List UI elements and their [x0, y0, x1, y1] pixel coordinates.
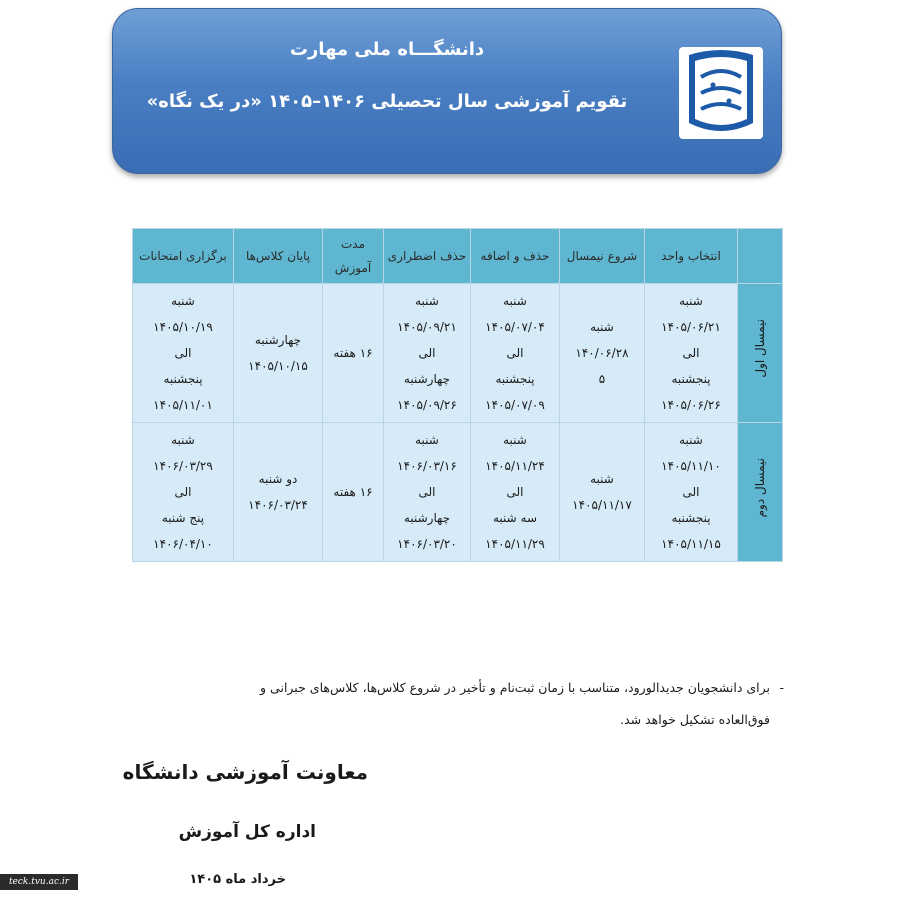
cell-text: ۱۴۰۵/۰۶/۲۶	[661, 398, 721, 412]
table-cell	[645, 423, 738, 562]
table-cell	[133, 284, 234, 423]
cell-text: شنبه	[590, 472, 614, 486]
header-banner	[112, 8, 782, 174]
table-cell	[234, 284, 323, 423]
note-paragraph	[130, 672, 784, 736]
cell-text: ۱۴۰۵/۱۰/۱۵	[248, 359, 308, 373]
semester-label: نیمسال دوم	[738, 423, 783, 562]
column-header: شروع نیمسال	[560, 229, 645, 284]
table-cell	[471, 284, 560, 423]
cell-text: ۱۴۰/۰۶/۲۸	[575, 346, 629, 360]
table-row	[133, 284, 783, 423]
cell-text: ۱۴۰۵/۰۷/۰۴	[485, 320, 545, 334]
cell-text: شنبه	[171, 294, 195, 308]
column-header: حذف و اضافه	[471, 229, 560, 284]
cell-text: پنجشنبه	[671, 511, 711, 525]
cell-text: الی	[682, 346, 700, 360]
cell-text: پنجشنبه	[495, 372, 535, 386]
cell-text: ۱۴۰۶/۰۳/۲۹	[153, 459, 213, 473]
cell-text: پنجشنبه	[671, 372, 711, 386]
cell-text: ۱۴۰۵/۱۱/۱۵	[661, 537, 721, 551]
logo-emblem-icon	[679, 47, 763, 139]
table-cell	[323, 284, 384, 423]
cell-text: ۱۴۰۵/۱۰/۱۹	[153, 320, 213, 334]
table-cell	[560, 284, 645, 423]
cell-text: پنج شنبه	[161, 511, 205, 525]
cell-text: ۱۴۰۵/۱۱/۱۷	[572, 498, 632, 512]
column-header: پایان کلاس‌ها	[234, 229, 323, 284]
cell-text: الی	[174, 485, 192, 499]
calendar-title: تقویم آموزشی سال تحصیلی ۱۴۰۶–۱۴۰۵ «در یک نگاه»	[146, 91, 628, 112]
signature-office: معاونت آموزشی دانشگاه	[122, 760, 368, 784]
cell-text: الی	[506, 346, 524, 360]
cell-text: الی	[418, 346, 436, 360]
cell-text: شنبه	[503, 433, 527, 447]
table-cell	[234, 423, 323, 562]
cell-text: ۱۴۰۵/۰۶/۲۱	[661, 320, 721, 334]
cell-text: ۵	[598, 372, 606, 386]
cell-text: ۱۴۰۵/۱۱/۲۴	[485, 459, 545, 473]
cell-text: چهارشنبه	[403, 511, 451, 525]
note-line: فوق‌العاده تشکیل خواهد شد.	[620, 712, 770, 727]
cell-text: ۱۴۰۶/۰۴/۱۰	[153, 537, 213, 551]
site-watermark: teck.tvu.ac.ir	[0, 874, 78, 890]
table-cell	[323, 423, 384, 562]
column-header: حذف اضطراری	[384, 229, 471, 284]
table-cell	[384, 284, 471, 423]
cell-text: پنجشنبه	[163, 372, 203, 386]
cell-text: شنبه	[415, 294, 439, 308]
cell-text: الی	[682, 485, 700, 499]
cell-text: ۱۴۰۵/۱۱/۲۹	[485, 537, 545, 551]
cell-text: ۱۴۰۵/۱۱/۰۱	[153, 398, 213, 412]
cell-text: چهارشنبه	[403, 372, 451, 386]
table-cell	[645, 284, 738, 423]
cell-text: ۱۴۰۶/۰۳/۱۶	[397, 459, 457, 473]
cell-text: ۱۴۰۶/۰۳/۲۴	[248, 498, 308, 512]
cell-text: الی	[174, 346, 192, 360]
column-header: مدت آموزش	[323, 229, 384, 284]
column-header: برگزاری امتحانات	[133, 229, 234, 284]
cell-text: الی	[506, 485, 524, 499]
cell-text: شنبه	[679, 433, 703, 447]
university-title: دانشگـــاه ملی مهارت	[289, 39, 485, 60]
signature-department: اداره کل آموزش	[178, 822, 316, 842]
cell-text: ۱۴۰۵/۰۹/۲۶	[397, 398, 457, 412]
cell-text: دو شنبه	[258, 472, 298, 486]
cell-text: شنبه	[503, 294, 527, 308]
table-row	[133, 423, 783, 562]
cell-text: الی	[418, 485, 436, 499]
cell-text: شنبه	[590, 320, 614, 334]
cell-text: سه شنبه	[492, 511, 538, 525]
note-bullet: -	[779, 680, 784, 695]
header-corner	[738, 229, 783, 284]
cell-text: ۱۴۰۵/۰۹/۲۱	[397, 320, 457, 334]
cell-text: شنبه	[171, 433, 195, 447]
signature-date: خرداد ماه ۱۴۰۵	[189, 872, 286, 887]
cell-text: ۱۴۰۶/۰۳/۲۰	[397, 537, 457, 551]
cell-text: شنبه	[415, 433, 439, 447]
table-cell	[471, 423, 560, 562]
cell-text: ۱۴۰۵/۱۱/۱۰	[661, 459, 721, 473]
academic-calendar-table	[132, 228, 783, 562]
table-cell	[384, 423, 471, 562]
cell-text: شنبه	[679, 294, 703, 308]
table-header-row	[133, 229, 783, 284]
table-cell	[133, 423, 234, 562]
cell-text: ۱۶ هفته	[333, 485, 373, 499]
cell-text: چهارشنبه	[254, 333, 302, 347]
cell-text: ۱۶ هفته	[333, 346, 373, 360]
note-line: برای دانشجویان جدیدالورود، متناسب با زمان ثبت‌نام و تأخیر در شروع کلاس‌ها، کلاس‌های جبرانی و	[260, 680, 770, 695]
university-logo	[679, 47, 763, 139]
semester-label: نیمسال اول	[738, 284, 783, 423]
column-header: انتخاب واحد	[645, 229, 738, 284]
table-cell	[560, 423, 645, 562]
cell-text: ۱۴۰۵/۰۷/۰۹	[485, 398, 545, 412]
